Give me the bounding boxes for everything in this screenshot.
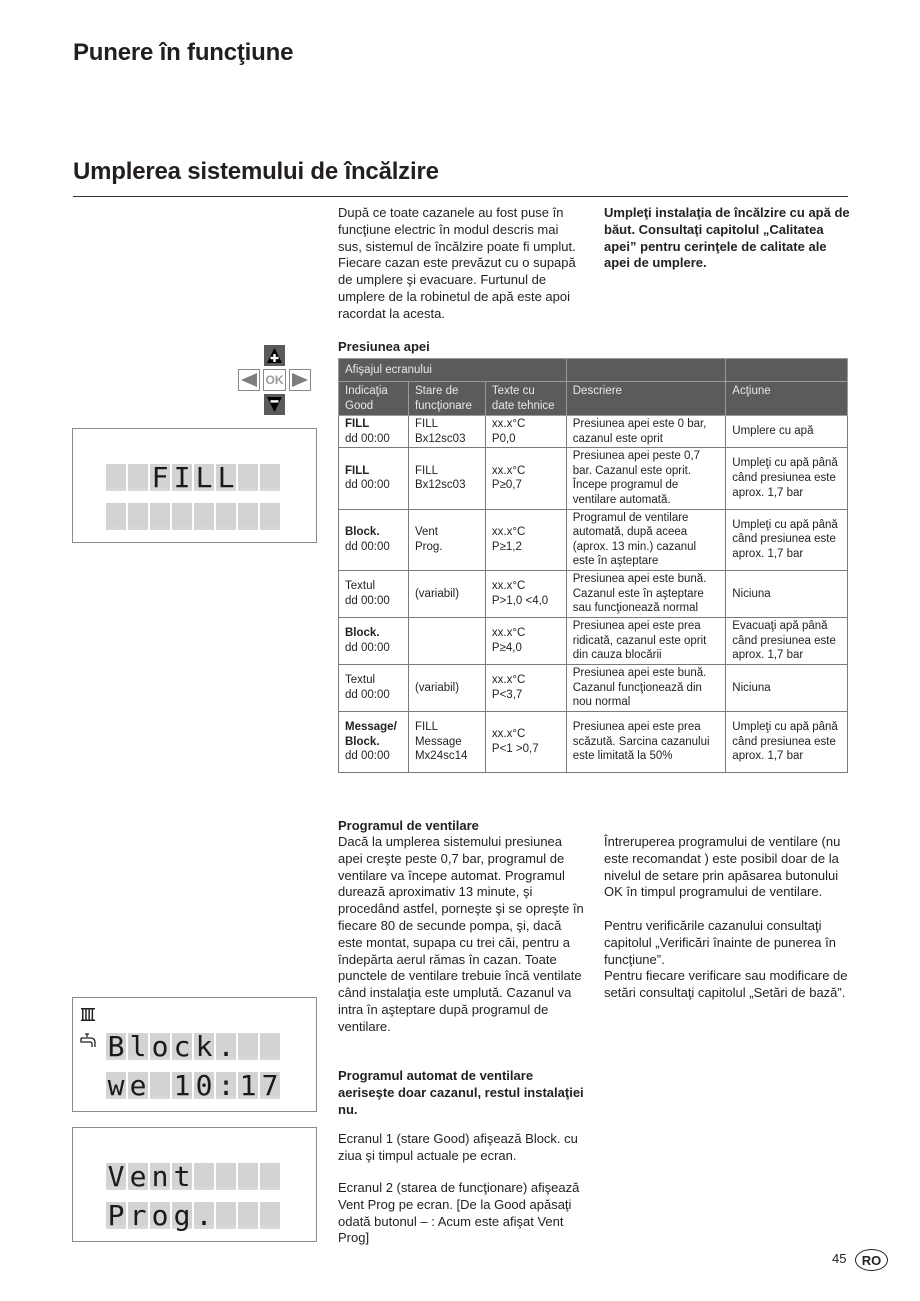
- cell-good-indication: [339, 711, 409, 772]
- action-text: Umpleţi cu apă până când presiunea este aprox. 1,7 bar: [732, 721, 838, 763]
- cell-technical-data: [485, 570, 566, 617]
- intro-paragraph: După ce toate cazanele au fost puse în funcţiune electric în modul descris mai sus, sistemul de încălzire poate fi umplut. Fiecare cazan este prevăzut cu o supapă de umplere şi evacuare. Furtunul de umplere de la robinetul de apă este apoi racordat la acesta.: [338, 205, 576, 321]
- lcd-line-2: [106, 503, 280, 533]
- action-text: Umpleţi cu apă până când presiunea este aprox. 1,7 bar: [732, 457, 838, 499]
- lcd-char-cell: [128, 1199, 148, 1232]
- lcd-char: 1: [239, 1069, 257, 1102]
- state-text: (variabil): [414, 587, 460, 600]
- water-pressure-table: [338, 358, 848, 773]
- interrupt-paragraph: Întreruperea programului de ventilare (nu este recomandat ) este posibil doar de la nivelul de setare prin apăsarea butonului OK în timpul programului de ventilare.: [604, 834, 841, 900]
- lcd-char-cell: [238, 1033, 258, 1063]
- lcd-char: [150, 503, 170, 530]
- pressure-text: P≥0,7: [491, 479, 522, 492]
- description-text: Programul de ventilare automată, după aceea (aprox. 13 min.) cazanul este în aşteptare: [572, 511, 697, 568]
- state-text: FILL Bx12sc03: [414, 464, 466, 492]
- lcd-char-cell: [172, 1069, 192, 1102]
- lcd-char: w: [107, 1069, 125, 1102]
- cell-action: [726, 617, 848, 664]
- keypad: [238, 345, 312, 417]
- cell-description: [566, 509, 726, 570]
- lcd-char-cell: [260, 1033, 280, 1063]
- indication-text: FILL: [345, 418, 370, 430]
- indication-text: Textul: [345, 580, 376, 593]
- cell-description: [566, 448, 726, 509]
- lcd-char: [216, 1163, 236, 1190]
- lcd-char: t: [173, 1160, 191, 1193]
- empty-header-cell: [726, 359, 848, 382]
- lcd-char-cell: [106, 1160, 126, 1193]
- minus-triangle-icon: [266, 396, 283, 413]
- state-text: FILL Message Mx24sc14: [414, 721, 468, 763]
- lcd-char: [194, 503, 214, 530]
- right-arrow-icon: [291, 372, 309, 388]
- lcd-char: k: [195, 1030, 213, 1063]
- lcd-char-cell: [216, 1069, 236, 1102]
- indication-time: dd 00:00: [345, 594, 390, 607]
- temperature-text: xx.x°C: [491, 464, 526, 477]
- lcd-char-cell: [106, 503, 126, 533]
- ok-label: OK: [265, 373, 284, 387]
- cell-operating-state: [408, 509, 485, 570]
- lcd-char-cell: [216, 503, 236, 533]
- description-text: Presiunea apei este bună. Cazanul este în aşteptare sau funcţionează normal: [572, 573, 707, 615]
- lcd-char: 7: [261, 1069, 279, 1102]
- lcd-char-cell: [194, 1030, 214, 1063]
- screen2-paragraph: Ecranul 2 (starea de funcţionare) afişează Vent Prog pe ecran. [De la Good apăsaţi odată butonul – : Acum este afişat Vent Prog]: [338, 1180, 580, 1246]
- checks-paragraph: Pentru verificările cazanului consultaţi capitolul „Verificări înainte de punerea în funcţiune”.: [604, 917, 836, 967]
- state-text: (variabil): [414, 681, 460, 694]
- cell-good-indication: [339, 509, 409, 570]
- lcd-char-cell: [194, 1069, 214, 1102]
- description-text: Presiunea apei peste 0,7 bar. Cazanul este oprit. Începe programul de ventilare automată.: [572, 450, 700, 506]
- lcd-char-cell: [172, 461, 192, 494]
- lcd-char-cell: [150, 461, 170, 494]
- lcd-char: [238, 503, 258, 530]
- indication-text: Message/ Block.: [345, 721, 397, 748]
- lcd-char: [194, 1163, 214, 1190]
- pressure-table-title: Presiunea apei: [338, 339, 430, 354]
- cell-operating-state: [408, 664, 485, 711]
- description-text: Presiunea apei este prea ridicată, cazanul este oprit din cauza blocării: [572, 620, 707, 662]
- lcd-char: [260, 1202, 280, 1229]
- lcd-char: g: [173, 1199, 191, 1232]
- left-arrow-button[interactable]: [238, 369, 260, 391]
- indication-time: dd 00:00: [345, 641, 390, 654]
- lcd-char: [238, 1033, 258, 1060]
- tap-icon: [79, 1033, 97, 1049]
- pressure-text: P≥4,0: [491, 641, 522, 654]
- lcd-char: [260, 1033, 280, 1060]
- indication-time: dd 00:00: [345, 540, 390, 553]
- lcd-char: [260, 464, 280, 491]
- lcd-char: P: [107, 1199, 125, 1232]
- lcd-char-cell: [216, 1163, 236, 1193]
- lcd-char: [106, 503, 126, 530]
- lcd-char-cell: [194, 1163, 214, 1193]
- lcd-char: r: [129, 1199, 147, 1232]
- lcd-char-cell: [106, 1199, 126, 1232]
- lcd-char-cell: [172, 1199, 192, 1232]
- cell-action: [726, 416, 848, 448]
- lcd-char: .: [195, 1199, 213, 1232]
- description-text: Presiunea apei este bună. Cazanul funcţionează din nou normal: [572, 667, 707, 709]
- cell-action: [726, 509, 848, 570]
- lcd-char-cell: [106, 1030, 126, 1063]
- page-number: 45: [832, 1251, 847, 1266]
- lcd-line-1: [106, 461, 280, 494]
- state-text: Vent Prog.: [414, 526, 443, 553]
- lcd-char: L: [195, 461, 213, 494]
- header-technical-data: Texte cu date tehnice: [485, 382, 566, 416]
- pressure-text: P<3,7: [491, 688, 523, 701]
- lcd-char: [128, 503, 148, 530]
- lcd-char: [106, 464, 126, 491]
- lcd-char-cell: [194, 461, 214, 494]
- lcd-char-cell: [150, 1072, 170, 1102]
- temperature-text: xx.x°C: [491, 674, 526, 687]
- lcd-char-cell: [172, 1030, 192, 1063]
- lcd-char-cell: [128, 1030, 148, 1063]
- table-row: [339, 416, 848, 448]
- lcd-char: [216, 1202, 236, 1229]
- lcd-char-cell: [106, 1069, 126, 1102]
- right-arrow-button[interactable]: [289, 369, 311, 391]
- cell-technical-data: [485, 617, 566, 664]
- lcd-char-cell: [128, 1160, 148, 1193]
- lcd-char: L: [217, 461, 235, 494]
- temperature-text: xx.x°C: [491, 627, 526, 640]
- temperature-text: xx.x°C: [491, 526, 526, 539]
- table-row: [339, 711, 848, 772]
- pressure-text: P≥1,2: [491, 540, 522, 553]
- cell-action: [726, 570, 848, 617]
- lcd-char-cell: [260, 1163, 280, 1193]
- lcd-char: :: [217, 1069, 235, 1102]
- temperature-text: xx.x°C: [491, 728, 526, 741]
- action-text: Umpleţi cu apă până când presiunea este aprox. 1,7 bar: [732, 518, 838, 561]
- lcd-char-cell: [128, 503, 148, 533]
- description-text: Presiunea apei este prea scăzută. Sarcina cazanului este limitată la 50%: [572, 721, 710, 763]
- lcd-char: [238, 464, 258, 491]
- indication-time: dd 00:00: [345, 432, 390, 445]
- pressure-text: P0,0: [491, 432, 516, 445]
- table-row: [339, 664, 848, 711]
- lcd-char: [216, 503, 236, 530]
- auto-vent-note: Programul automat de ventilare aeriseşte doar cazanul, restul instalaţiei nu.: [338, 1068, 584, 1117]
- cell-technical-data: [485, 509, 566, 570]
- cell-operating-state: [408, 711, 485, 772]
- table-row: [339, 448, 848, 509]
- lcd-char: [238, 1202, 258, 1229]
- lcd-char: [172, 503, 192, 530]
- cell-operating-state: [408, 416, 485, 448]
- cell-good-indication: [339, 448, 409, 509]
- cell-action: [726, 711, 848, 772]
- lcd-line-1: [106, 1160, 280, 1193]
- action-text: Umplere cu apă: [732, 425, 814, 438]
- plus-button[interactable]: [264, 345, 285, 366]
- lcd-char-cell: [150, 503, 170, 533]
- language-badge: RO: [855, 1249, 888, 1271]
- lcd-char: n: [151, 1160, 169, 1193]
- cell-description: [566, 711, 726, 772]
- pressure-text: P>1,0 <4,0: [491, 594, 549, 607]
- lcd-char-cell: [150, 1199, 170, 1232]
- header-action: Acţiune: [726, 382, 848, 416]
- lcd-line-2: [106, 1069, 280, 1102]
- action-text: Evacuaţi apă până când presiunea este aprox. 1,7 bar: [732, 620, 836, 662]
- left-arrow-icon: [240, 372, 258, 388]
- lcd-char-cell: [260, 464, 280, 494]
- lcd-char: [150, 1072, 170, 1099]
- drinking-water-note: Umpleţi instalaţia de încălzire cu apă de băut. Consultaţi capitolul „Calitatea apei” pentru cerinţele de calitate ale apei de umplere.: [604, 205, 850, 271]
- lcd-char-cell: [260, 1069, 280, 1102]
- cell-good-indication: [339, 416, 409, 448]
- action-text: Niciuna: [732, 587, 771, 600]
- lcd-char: 0: [195, 1069, 213, 1102]
- lcd-line-2: [106, 1199, 280, 1232]
- empty-header-cell: [566, 359, 726, 382]
- lcd-char-cell: [238, 503, 258, 533]
- cell-action: [726, 448, 848, 509]
- cell-good-indication: [339, 570, 409, 617]
- description-text: Presiunea apei este 0 bar, cazanul este oprit: [572, 418, 707, 445]
- screen1-paragraph: Ecranul 1 (stare Good) afişează Block. cu ziua şi timpul actuale pe ecran.: [338, 1131, 578, 1163]
- radiator-icon: [81, 1008, 95, 1021]
- section-divider: [73, 196, 848, 197]
- indication-text: Block.: [345, 526, 380, 539]
- lcd-char: F: [151, 461, 169, 494]
- lcd-screen-block: [72, 997, 317, 1112]
- indication-text: Textul: [345, 674, 376, 687]
- indication-text: FILL: [345, 464, 370, 477]
- table-row: [339, 617, 848, 664]
- lcd-char: e: [129, 1160, 147, 1193]
- header-operating-state: Stare de funcţionare: [408, 382, 485, 416]
- temperature-text: xx.x°C: [491, 418, 526, 430]
- lcd-char-cell: [172, 503, 192, 533]
- cell-good-indication: [339, 617, 409, 664]
- lcd-char: B: [107, 1030, 125, 1063]
- cell-action: [726, 664, 848, 711]
- cell-description: [566, 570, 726, 617]
- table-row: [339, 570, 848, 617]
- lcd-char: [238, 1163, 258, 1190]
- lcd-screen-fill: [72, 428, 317, 543]
- chapter-title: Punere în funcţiune: [73, 39, 294, 66]
- lcd-char-cell: [238, 1069, 258, 1102]
- cell-good-indication: [339, 664, 409, 711]
- minus-button[interactable]: [264, 394, 285, 415]
- lcd-char-cell: [260, 1202, 280, 1232]
- lcd-line-1: [106, 1030, 280, 1063]
- cell-description: [566, 617, 726, 664]
- lcd-char: e: [129, 1069, 147, 1102]
- cell-operating-state: [408, 570, 485, 617]
- action-text: Niciuna: [732, 681, 771, 694]
- ok-button[interactable]: [263, 369, 286, 391]
- lcd-char-cell: [150, 1030, 170, 1063]
- lcd-char: [260, 1163, 280, 1190]
- lcd-char-cell: [194, 503, 214, 533]
- lcd-char: o: [151, 1199, 169, 1232]
- lcd-char: 1: [173, 1069, 191, 1102]
- lcd-char-cell: [238, 1163, 258, 1193]
- lcd-char-cell: [260, 503, 280, 533]
- header-good-indication: Indicaţia Good: [339, 382, 409, 416]
- lcd-char-cell: [128, 1069, 148, 1102]
- settings-paragraph: Pentru fiecare verificare sau modificare de setări consultaţi capitolul „Setări de bază”.: [604, 968, 848, 1001]
- cell-technical-data: [485, 448, 566, 509]
- lcd-char: o: [151, 1030, 169, 1063]
- plus-triangle-icon: [266, 347, 283, 364]
- lcd-char-cell: [216, 1030, 236, 1063]
- lcd-char-cell: [238, 464, 258, 494]
- lcd-char-cell: [216, 461, 236, 494]
- indication-time: dd 00:00: [345, 750, 390, 763]
- lcd-char: l: [129, 1030, 147, 1063]
- lcd-char-cell: [150, 1160, 170, 1193]
- screen-display-group-header: Afişajul ecranului: [339, 359, 567, 382]
- table-row: [339, 509, 848, 570]
- header-description: Descriere: [566, 382, 726, 416]
- cell-technical-data: [485, 664, 566, 711]
- indication-time: dd 00:00: [345, 688, 390, 701]
- ventilation-paragraph: Dacă la umplerea sistemului presiunea apei creşte peste 0,7 bar, programul de ventilare va începe automat. Programul durează aproximativ 13 minute, şi procedând astfel, porneşte şi se opreşte în fiecare 80 de secunde pompa, şi, dacă este montat, supapa cu trei căi, pentru a îndepărta aerul rămas în cazan. Toate punctele de ventilare trebuie încă ventilate când instalaţia este umplută. Cazanul va intra în aşteptare după programul de ventilare.: [338, 834, 584, 1034]
- temperature-text: xx.x°C: [491, 580, 526, 593]
- cell-description: [566, 664, 726, 711]
- indication-time: dd 00:00: [345, 479, 390, 492]
- lcd-char-cell: [194, 1199, 214, 1232]
- section-title: Umplerea sistemului de încălzire: [73, 158, 439, 185]
- lcd-char-cell: [216, 1202, 236, 1232]
- lcd-char-cell: [238, 1202, 258, 1232]
- cell-technical-data: [485, 416, 566, 448]
- lcd-char: [260, 503, 280, 530]
- cell-operating-state: [408, 617, 485, 664]
- lcd-char-cell: [128, 464, 148, 494]
- lcd-screen-vent-prog: [72, 1127, 317, 1242]
- lcd-char-cell: [106, 464, 126, 494]
- cell-operating-state: [408, 448, 485, 509]
- lcd-char: V: [107, 1160, 125, 1193]
- lcd-char: [128, 464, 148, 491]
- state-text: FILL Bx12sc03: [414, 418, 466, 445]
- lcd-char: I: [173, 461, 191, 494]
- lcd-char-cell: [172, 1160, 192, 1193]
- indication-text: Block.: [345, 627, 380, 640]
- lcd-char: .: [217, 1030, 235, 1063]
- cell-description: [566, 416, 726, 448]
- lcd-char: c: [173, 1030, 191, 1063]
- ventilation-title: Programul de ventilare: [338, 818, 479, 833]
- cell-technical-data: [485, 711, 566, 772]
- pressure-text: P<1 >0,7: [491, 742, 539, 755]
- ventilation-right-column: [604, 834, 854, 1002]
